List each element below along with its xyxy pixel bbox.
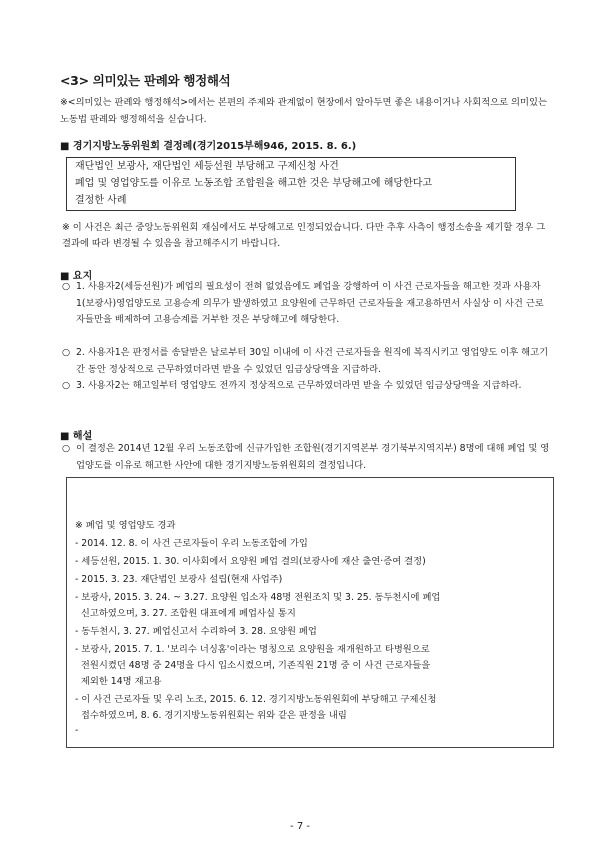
bullet-circle-icon: ○ (62, 380, 71, 391)
summary-text: 3. 사용자2는 해고일부터 영업양도 전까지 정상적으로 근무하였더라면 받을 수 있었던 임금상당액을 지급하라. (76, 380, 522, 391)
summary-item (62, 378, 552, 395)
timeline-line: - 보광사, 2015. 3. 24. ~ 3.27. 요양원 입소자 48명 전원조치 및 3. 25. 동두천시에 폐업 (75, 592, 441, 603)
case-note: ※ 이 사건은 최근 중앙노동위원회 재심에서도 부당해고로 인정되었습니다. 다만 추후 사측이 행정소송을 제기할 경우 그 결과에 따라 변경될 수 있음을 참고해주시기 바랍니다. (62, 222, 546, 249)
case-desc-line2: 결정한 사례 (75, 195, 127, 206)
timeline-line: 전원시켰던 48명 중 24명을 다시 입소시켰으며, 기존직원 21명 중 이 사건 근로자들을 (75, 660, 431, 671)
timeline-line: - 보광사, 2015. 7. 1. '보리수 너싱홈'이라는 명칭으로 요양원을 재개원하고 타병원으로 (75, 644, 430, 655)
summary-text: 1. 사용자2(세등선원)가 폐업의 필요성이 전혀 없었음에도 폐업을 강행하여 이 사건 근로자들을 해고한 것과 사용자1(보광사)영업양도로 고용승계 의무가 발생하였고 요양원에 근무하던 근로자들을 재고용하면서 사실상 이 사건 근로자들만을 배제하여 고용승계를 거부한 것은 부당해고에 해당한다. (76, 281, 544, 325)
case-summary-box (66, 157, 516, 211)
summary-item (62, 345, 552, 378)
timeline-box (66, 477, 554, 748)
section-title: <3> 의미있는 판례와 행정해석 (60, 73, 231, 88)
timeline-heading: ※ 폐업 및 영업양도 경과 (75, 520, 176, 531)
timeline-line: - 세등선원, 2015. 1. 30. 이사회에서 요양원 폐업 결의(보광사에 재산 출연·증여 결정) (75, 556, 426, 567)
explain-heading: ■ 해설 (60, 431, 93, 442)
timeline-line: - 2014. 12. 8. 이 사건 근로자들이 우리 노동조합에 가입 (75, 538, 308, 549)
timeline-line: - 동두천시, 3. 27. 폐업신고서 수리하여 3. 28. 요양원 폐업 (75, 626, 317, 637)
case-desc-line1: 폐업 및 영업양도를 이유로 노동조합 조합원을 해고한 것은 부당해고에 해당한다고 (75, 178, 433, 189)
timeline-line: - (75, 725, 79, 736)
bullet-circle-icon: ○ (62, 443, 71, 454)
intro-text: ※<의미있는 판례와 행정해석>에서는 본편의 주제와 관계없이 현장에서 알아두면 좋은 내용이거나 사회적으로 의미있는 노동법 판례와 행정해석을 싣습니다. (60, 97, 547, 125)
explain-item (62, 441, 552, 474)
case-title: 재단법인 보광사, 재단법인 세등선원 부당해고 구제신청 사건 (75, 161, 339, 172)
summary-heading: ■ 요지 (60, 271, 93, 282)
summary-text: 2. 사용자1은 판정서를 송달받은 날로부터 30일 이내에 이 사건 근로자들을 원직에 복직시키고 영업양도 이후 해고기간 동안 정상적으로 근무하였더라면 받을 수 있었던 임금상당액을 지급하라. (76, 347, 549, 375)
summary-item (62, 279, 552, 329)
timeline-line: - 이 사건 근로자들 및 우리 노조, 2015. 6. 12. 경기지방노동위원회에 부당해고 구제신청 (75, 694, 437, 705)
timeline-line: 제외한 14명 재고용 (75, 676, 162, 687)
timeline-line: 신고하였으며, 3. 27. 조합원 대표에게 폐업사실 통지 (75, 608, 296, 619)
case-heading: ■ 경기지방노동위원회 결정례(경기2015부해946, 2015. 8. 6.) (60, 141, 357, 152)
page-number: - 7 - (290, 821, 310, 832)
explain-text: 이 결정은 2014년 12월 우리 노동조합에 신규가입한 조합원(경기지역본부 경기북부지역지부) 8명에 대해 폐업 및 영업양도를 이유로 해고한 사안에 대한 경기지방노동위원회의 결정입니다. (76, 443, 550, 471)
timeline-line: 접수하였으며, 8. 6. 경기지방노동위원회는 위와 같은 판정을 내림 (75, 710, 347, 721)
bullet-circle-icon: ○ (62, 347, 71, 358)
timeline-line: - 2015. 3. 23. 재단법인 보광사 설립(현재 사업주) (75, 574, 283, 585)
bullet-circle-icon: ○ (62, 281, 71, 292)
